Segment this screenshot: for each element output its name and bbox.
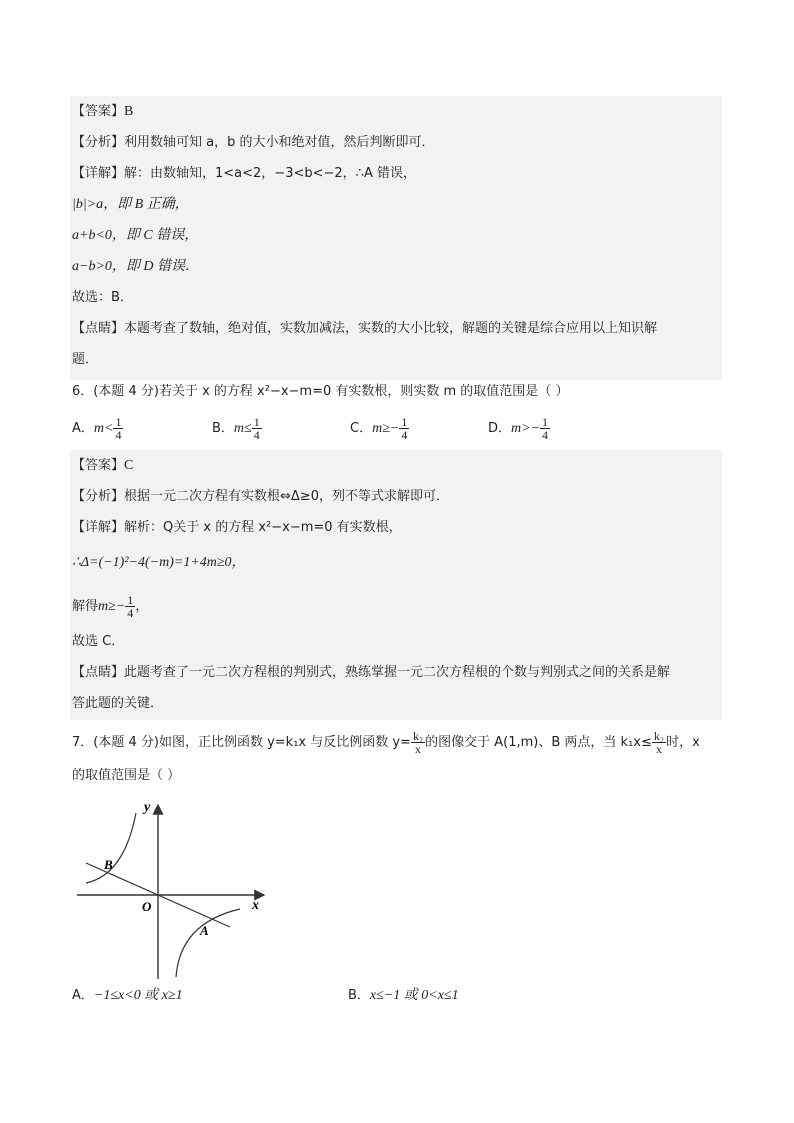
point-b-label: B — [104, 857, 113, 872]
q5-answer: 【答案】B — [72, 104, 134, 119]
q6-choice: 故选 C． — [72, 634, 125, 649]
q6-option-d[interactable]: D．m>− $\frac{1}{4}$ — [488, 415, 549, 442]
q7-stem-line1: 7．(本题 4 分)如图，正比例函数 y=k₁x 与反比例函数 y= $\frac{\text{k₂}}{x}$ 的图像交于 A(1,m)、B 两点，当 k₁x≤ $\frac{\text{k₂}}{x}$ 时，x — [72, 729, 700, 756]
q6-answer: 【答案】C — [72, 458, 134, 473]
q6-detail-line2: ∴Δ=(−1)²−4(−m)=1+4m≥0， — [72, 555, 246, 570]
q6-detail-line3: 解得m≥− $\frac{1}{4}$ ， — [72, 593, 149, 620]
y-axis-label: y — [144, 800, 151, 815]
q5-detail-line2: |b|>a，即 B 正确， — [72, 197, 189, 212]
q5-detail-line4: a−b>0，即 D 错误． — [72, 259, 200, 274]
q6-comment-line2: 答此题的关键． — [72, 696, 164, 711]
q6-detail-line1: 【详解】解析：Q关于 x 的方程 x²−x−m=0 有实数根， — [72, 520, 402, 535]
q6-analysis: 【分析】根据一元二次方程有实数根⇔Δ≥0，列不等式求解即可． — [72, 489, 449, 504]
q6-comment-line1: 【点睛】此题考查了一元二次方程根的判别式，熟练掌握一元二次方程根的个数与判别式之间的关系是解 — [72, 665, 671, 680]
origin-label: O — [142, 899, 152, 914]
q7-stem-line2: 的取值范围是（ ） — [72, 768, 181, 783]
q5-choice: 故选：B． — [72, 290, 133, 305]
q6-option-a[interactable]: A．m< $\frac{1}{4}$ — [72, 415, 122, 442]
point-a-label: A — [200, 923, 209, 938]
q6-option-c[interactable]: C．m≥− $\frac{1}{4}$ — [350, 415, 408, 442]
hyperbola-branch-b — [86, 813, 136, 883]
q5-comment-line1: 【点睛】本题考查了数轴，绝对值，实数加减法，实数的大小比较，解题的关键是综合应用以上知识解 — [72, 321, 658, 336]
q6-option-b[interactable]: B．m≤ $\frac{1}{4}$ — [212, 415, 260, 442]
q6-stem: 6．(本题 4 分)若关于 x 的方程 x²−x−m=0 有实数根，则实数 m 的取值范围是（ ） — [72, 384, 569, 399]
x-axis-label: x — [252, 898, 259, 913]
q5-comment-line2: 题． — [72, 352, 99, 367]
q7-graph — [72, 795, 282, 985]
q5-detail-line3: a+b<0，即 C 错误， — [72, 228, 199, 243]
q5-analysis: 【分析】利用数轴可知 a，b 的大小和绝对值，然后判断即可． — [72, 135, 435, 150]
q7-option-a[interactable]: A．−1≤x<0 或 x≥1 — [72, 988, 183, 1003]
hyperbola-branch-a — [176, 909, 240, 977]
q7-option-b[interactable]: B．x≤−1 或 0<x≤1 — [348, 988, 459, 1003]
q5-detail-line1: 【详解】解：由数轴知，1<a<2，−3<b<−2，∴A 错误， — [72, 166, 416, 181]
